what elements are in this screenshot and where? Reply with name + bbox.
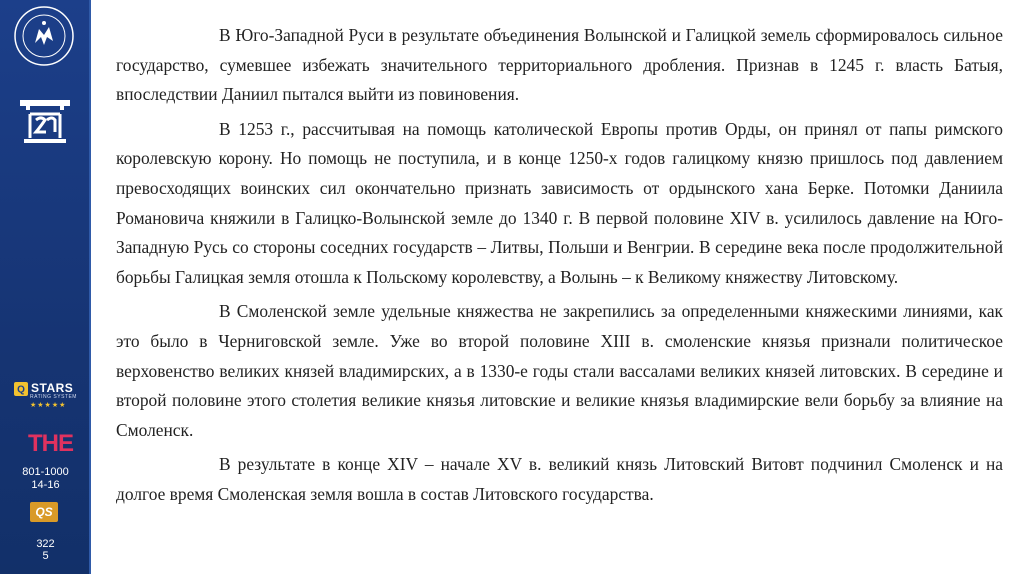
paragraph: В Смоленской земле удельные княжества не закрепились за определенными княжескими линиями, как это было в Черниговской земле. Уже во второй половине XIII в. смоленские князья признали политическое верховенство великих князей владимирских, а в 1330-е годы стали вассалами великих князей литовских. В середине и второй половине этого столетия великие князья литовские и великие князья владимирские вели борьбу за влияние на Смоленск.: [116, 301, 1003, 440]
paragraph: В результате в конце XIV – начале XV в. великий князь Литовский Витовт подчинил Смоленск и на долгое время Смоленская земля вошла в состав Литовского государства.: [116, 454, 1003, 504]
paragraph: В Юго-Западной Руси в результате объединения Волынской и Галицкой земель сформировалось сильное государство, сумевшее избежать значительного территориального дробления. Признав в 1245 г. власть Батыя, впоследствии Даниил пытался выйти из повиновения.: [116, 25, 1003, 105]
column-emblem-icon: [16, 96, 74, 146]
qs-rank-line1: 322: [36, 538, 55, 550]
stars-row-icon: ★★★★★: [30, 401, 67, 409]
the-rank-line1: 801-1000: [22, 466, 69, 478]
the-ranking-logo: THE: [28, 430, 73, 457]
stars-badge-icon: [14, 382, 28, 396]
the-rank-line2: 14-16: [31, 479, 60, 491]
stars-rating-subtitle: RATING SYSTEM: [30, 394, 77, 400]
paragraph: В 1253 г., рассчитывая на помощь католической Европы против Орды, он принял от папы римского королевскую корону. Но помощь не поступила, и в конце 1250-х годов галицкому князю пришлось под давлением превосходящих воинских сил окончательно признать зависимость от ордынского хана Берке. Потомки Даниила Романовича княжили в Галицко-Волынской земле до 1340 г. В первой половине XIV в. усилилось давление на Юго-Западную Русь со стороны соседних государств – Литвы, Польши и Венгрии. В середине века после продолжительной борьбы Галицкая земля отошла к Польскому королевству, а Волынь – к Великому княжеству Литовскому.: [116, 118, 1003, 287]
sidebar: [0, 0, 91, 574]
university-logo-icon: [13, 5, 75, 67]
document-body: [116, 21, 1003, 515]
qs-ranking-logo: QS: [30, 502, 58, 522]
stars-rating-label: STARS: [31, 381, 74, 395]
svg-text:Q: Q: [17, 384, 25, 396]
qs-rank-line2: 5: [42, 550, 49, 562]
